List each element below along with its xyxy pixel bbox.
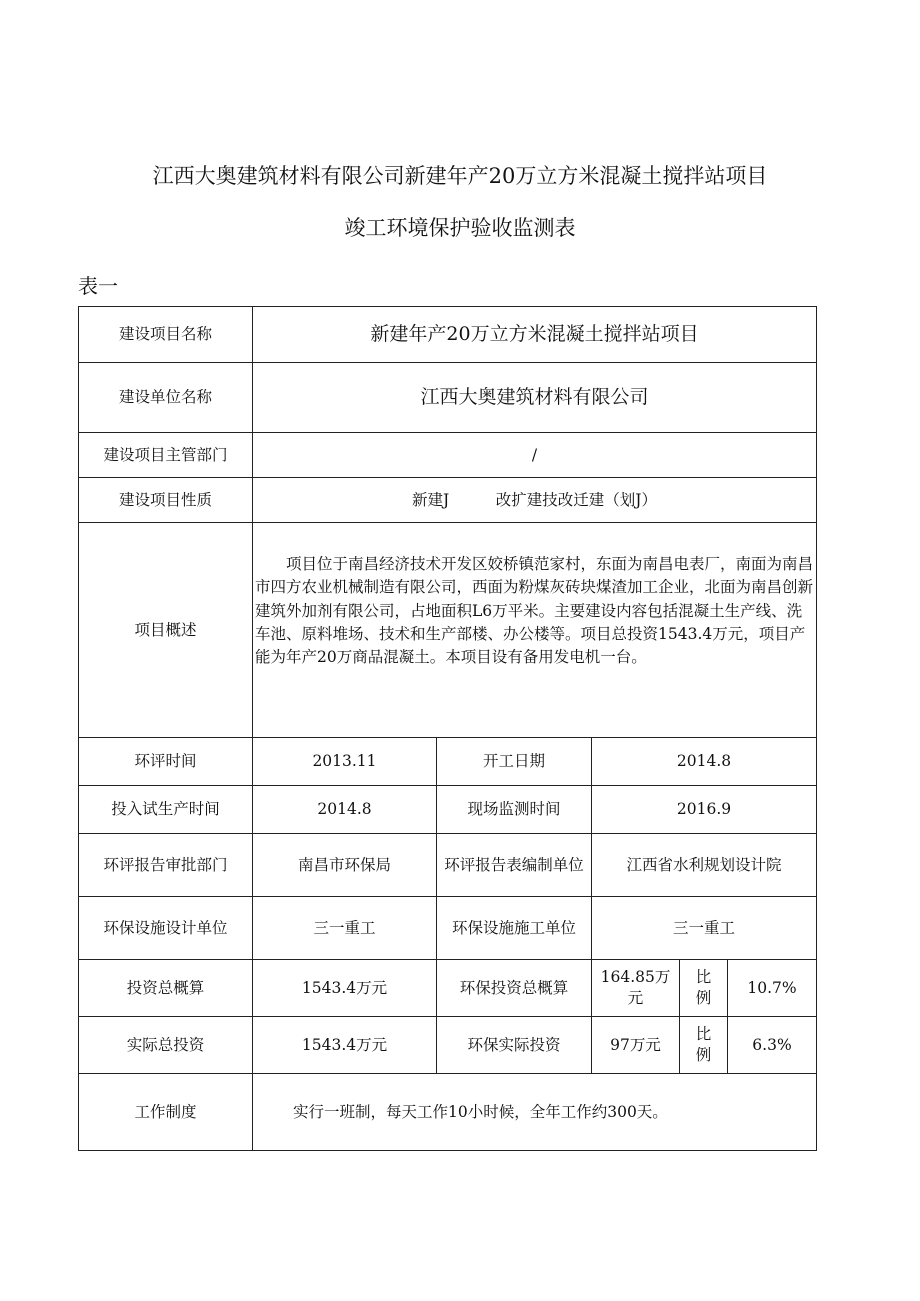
table-row — [79, 786, 817, 834]
cell-label: 环保实际投资 — [437, 1017, 592, 1074]
cell-value: 江西省水利规划设计院 — [592, 834, 817, 897]
table-label: 表一 — [78, 274, 118, 298]
cell-value: 2013.11 — [253, 738, 437, 786]
cell-label: 建设项目主管部门 — [79, 433, 253, 478]
cell-label: 投资总概算 — [79, 960, 253, 1017]
ratio-label: 比例 — [680, 1017, 728, 1074]
cell-value: 三一重工 — [592, 897, 817, 960]
nature-value: 新建J 改扩建技改迁建（划J） — [253, 478, 817, 523]
cell-label: 建设单位名称 — [79, 363, 253, 433]
table-row — [79, 523, 817, 738]
cell-label: 环保投资总概算 — [437, 960, 592, 1017]
project-name-value: 新建年产20万立方米混凝土搅拌站项目 — [253, 307, 817, 363]
cell-label: 工作制度 — [79, 1074, 253, 1151]
ratio-label: 比例 — [680, 960, 728, 1017]
table-row — [79, 960, 817, 1017]
table-row — [79, 363, 817, 433]
cell-label: 投入试生产时间 — [79, 786, 253, 834]
ratio-value: 10.7% — [728, 960, 817, 1017]
cell-label: 环评时间 — [79, 738, 253, 786]
cell-label: 环评报告表编制单位 — [437, 834, 592, 897]
table-row — [79, 834, 817, 897]
cell-label: 建设项目名称 — [79, 307, 253, 363]
document-title: 江西大奥建筑材料有限公司新建年产20万立方米混凝土搅拌站项目 — [152, 164, 768, 188]
cell-label: 开工日期 — [437, 738, 592, 786]
cell-label: 环评报告审批部门 — [79, 834, 253, 897]
work-value: 实行一班制，每天工作10小时候，全年工作约300天。 — [253, 1074, 817, 1151]
table-row — [79, 1017, 817, 1074]
cell-label: 项目概述 — [79, 523, 253, 738]
cell-label: 环保设施设计单位 — [79, 897, 253, 960]
overview-text: 项目位于南昌经济技术开发区姣桥镇范家村，东面为南昌电表厂，南面为南昌市四方农业机械制造有限公司，西面为粉煤灰砖块煤渣加工企业，北面为南昌创新建筑外加剂有限公司，占地面积L6万平米。主要建设内容包括混凝土生产线、洗车池、原料堆场、技术和生产部楼、办公楼等。项目总投资1543.4万元，项目产能为年产20万商品混凝土。本项目设有备用发电机一台。 — [255, 555, 814, 666]
cell-value: 2016.9 — [592, 786, 817, 834]
table-row — [79, 738, 817, 786]
cell-label: 建设项目性质 — [79, 478, 253, 523]
cell-value: 三一重工 — [253, 897, 437, 960]
cell-value: 2014.8 — [253, 786, 437, 834]
project-info-table — [78, 306, 817, 1151]
authority-value: / — [253, 433, 817, 478]
unit-name-value: 江西大奥建筑材料有限公司 — [253, 363, 817, 433]
overview-cell — [253, 523, 817, 738]
cell-value: 1543.4万元 — [253, 960, 437, 1017]
cell-value: 2014.8 — [592, 738, 817, 786]
cell-value: 1543.4万元 — [253, 1017, 437, 1074]
cell-value: 南昌市环保局 — [253, 834, 437, 897]
table-row — [79, 1074, 817, 1151]
ratio-value: 6.3% — [728, 1017, 817, 1074]
cell-value: 164.85万元 — [592, 960, 680, 1017]
table-row — [79, 897, 817, 960]
cell-label: 环保设施施工单位 — [437, 897, 592, 960]
document-subtitle: 竣工环境保护验收监测表 — [344, 216, 576, 240]
cell-label: 现场监测时间 — [437, 786, 592, 834]
table-row — [79, 307, 817, 363]
cell-label: 实际总投资 — [79, 1017, 253, 1074]
table-row — [79, 433, 817, 478]
cell-value: 97万元 — [592, 1017, 680, 1074]
table-row — [79, 478, 817, 523]
